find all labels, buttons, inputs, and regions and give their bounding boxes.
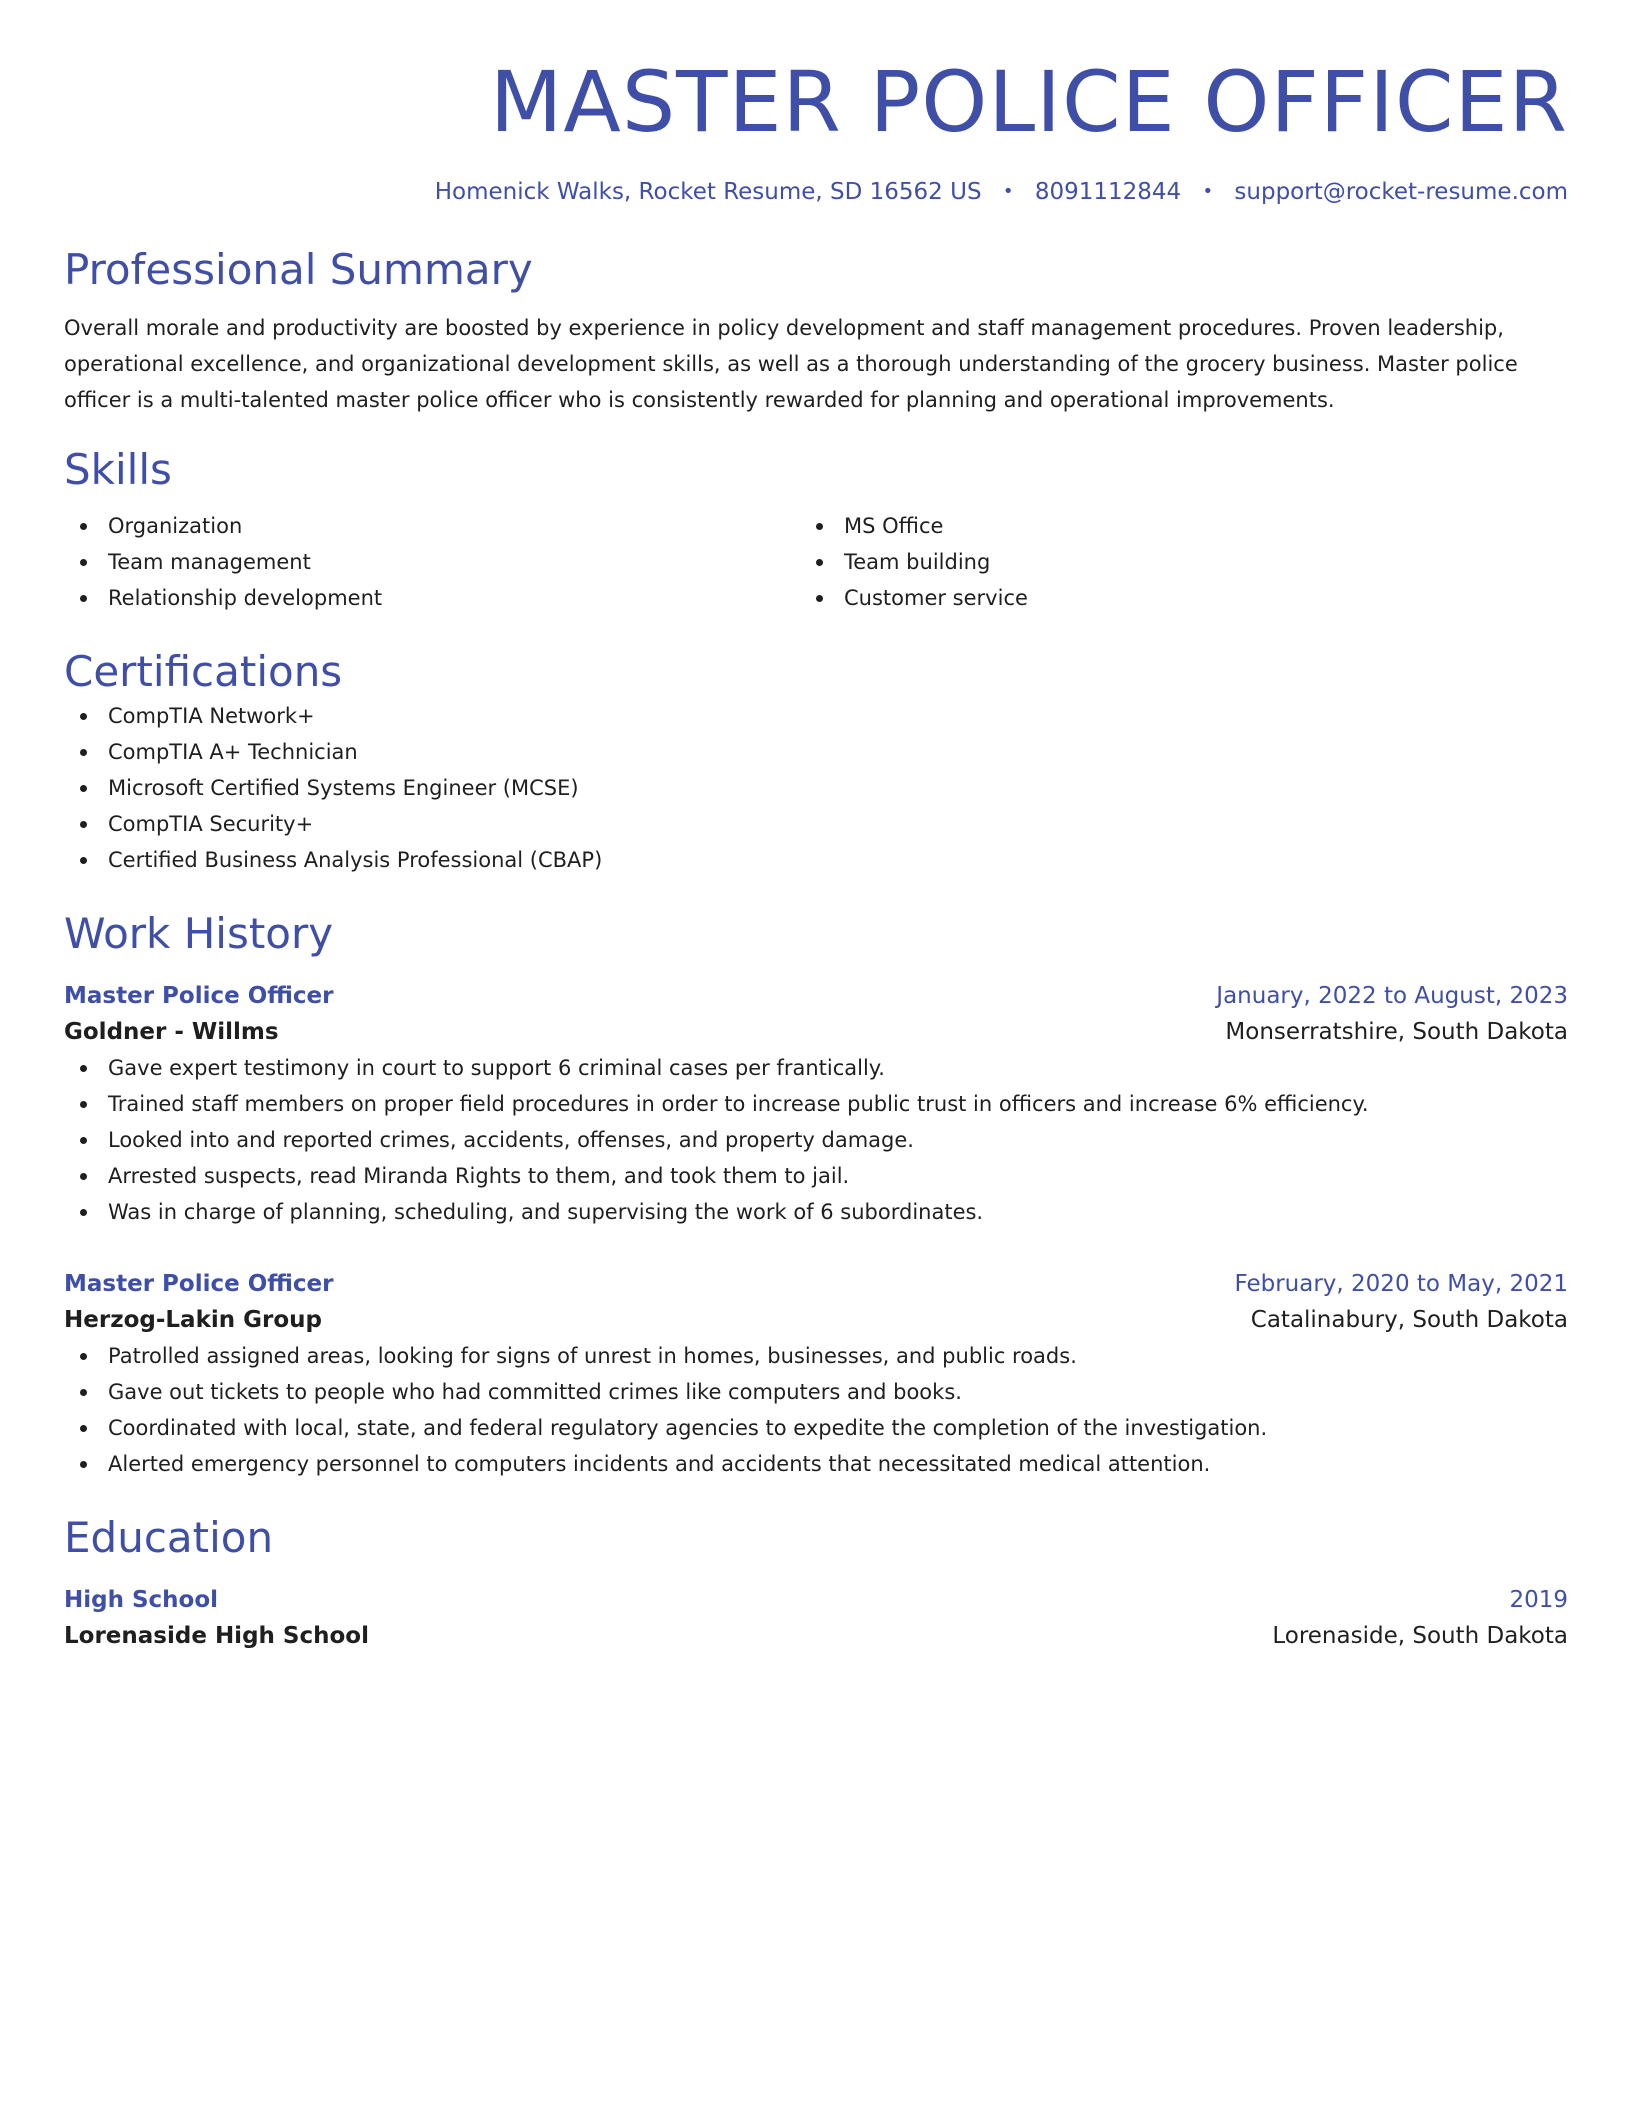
skill-item: Customer service bbox=[800, 580, 1536, 616]
job-location: Monserratshire, South Dakota bbox=[1225, 1019, 1568, 1045]
education-location: Lorenaside, South Dakota bbox=[1272, 1623, 1568, 1649]
job-dates: January, 2022 to August, 2023 bbox=[1216, 983, 1568, 1009]
job-location: Catalinabury, South Dakota bbox=[1250, 1307, 1568, 1333]
work-history-heading: Work History bbox=[64, 909, 334, 958]
work-history-section bbox=[64, 908, 1568, 1482]
contact-address: Homenick Walks, Rocket Resume, SD 16562 US bbox=[434, 179, 982, 205]
skills-section bbox=[64, 444, 1568, 616]
skills-column-right bbox=[800, 508, 1536, 616]
job-entry bbox=[64, 978, 1568, 1230]
summary-section bbox=[64, 244, 1568, 418]
education-school-row bbox=[64, 1618, 1568, 1654]
skills-heading: Skills bbox=[64, 445, 172, 494]
job-duties-list bbox=[64, 1050, 1568, 1230]
skill-item: Organization bbox=[64, 508, 800, 544]
certification-item: CompTIA Network+ bbox=[64, 698, 1568, 734]
certifications-list bbox=[64, 698, 1568, 878]
contact-separator: • bbox=[1202, 181, 1214, 202]
certifications-heading: Certifications bbox=[64, 647, 343, 696]
contact-separator: • bbox=[1002, 181, 1014, 202]
certifications-section bbox=[64, 646, 1568, 878]
job-duty-item: Looked into and reported crimes, accidents, offenses, and property damage. bbox=[64, 1122, 1568, 1158]
job-company-row bbox=[64, 1014, 1568, 1050]
candidate-name: MASTER POLICE OFFICER bbox=[489, 53, 1568, 151]
summary-text: Overall morale and productivity are boosted by experience in policy development and staff management procedures. Proven leadership, operational excellence, and organizational development skills, as well as a thorough understanding of the grocery business. Master police officer is a multi-talented master police officer who is consistently rewarded for planning and operational improvements. bbox=[64, 316, 1518, 412]
skill-item: MS Office bbox=[800, 508, 1536, 544]
contact-email: support@rocket-resume.com bbox=[1234, 179, 1568, 205]
skills-list-right bbox=[800, 508, 1536, 616]
job-duty-item: Trained staff members on proper field procedures in order to increase public trust in officers and increase 6% efficiency. bbox=[64, 1086, 1568, 1122]
job-duty-item: Alerted emergency personnel to computers incidents and accidents that necessitated medical attention. bbox=[64, 1446, 1568, 1482]
contact-line bbox=[64, 176, 1568, 208]
skill-item: Team building bbox=[800, 544, 1536, 580]
job-title-row bbox=[64, 978, 1568, 1014]
certification-item: CompTIA A+ Technician bbox=[64, 734, 1568, 770]
job-title: Master Police Officer bbox=[64, 983, 334, 1009]
job-duty-item: Was in charge of planning, scheduling, and supervising the work of 6 subordinates. bbox=[64, 1194, 1568, 1230]
job-title: Master Police Officer bbox=[64, 1271, 334, 1297]
education-heading: Education bbox=[64, 1513, 274, 1562]
job-company: Herzog-Lakin Group bbox=[64, 1307, 322, 1333]
job-title-row bbox=[64, 1266, 1568, 1302]
job-duty-item: Gave out tickets to people who had committed crimes like computers and books. bbox=[64, 1374, 1568, 1410]
job-dates: February, 2020 to May, 2021 bbox=[1234, 1271, 1568, 1297]
education-section bbox=[64, 1512, 1568, 1654]
education-degree-row bbox=[64, 1582, 1568, 1618]
certification-item: CompTIA Security+ bbox=[64, 806, 1568, 842]
education-entry bbox=[64, 1582, 1568, 1654]
education-school: Lorenaside High School bbox=[64, 1623, 369, 1649]
skills-list-left bbox=[64, 508, 800, 616]
certification-item: Microsoft Certified Systems Engineer (MCSE) bbox=[64, 770, 1568, 806]
job-company: Goldner - Willms bbox=[64, 1019, 279, 1045]
education-year: 2019 bbox=[1509, 1587, 1568, 1613]
job-duty-item: Patrolled assigned areas, looking for signs of unrest in homes, businesses, and public roads. bbox=[64, 1338, 1568, 1374]
skill-item: Relationship development bbox=[64, 580, 800, 616]
contact-phone: 8091112844 bbox=[1034, 179, 1182, 205]
job-duties-list bbox=[64, 1338, 1568, 1482]
job-duty-item: Gave expert testimony in court to support 6 criminal cases per frantically. bbox=[64, 1050, 1568, 1086]
skill-item: Team management bbox=[64, 544, 800, 580]
summary-heading: Professional Summary bbox=[64, 245, 533, 294]
education-degree: High School bbox=[64, 1587, 219, 1613]
resume-header bbox=[64, 0, 1568, 208]
skills-grid bbox=[64, 508, 1568, 616]
job-duty-item: Coordinated with local, state, and federal regulatory agencies to expedite the completion of the investigation. bbox=[64, 1410, 1568, 1446]
certification-item: Certified Business Analysis Professional (CBAP) bbox=[64, 842, 1568, 878]
job-entry bbox=[64, 1266, 1568, 1482]
job-duty-item: Arrested suspects, read Miranda Rights to them, and took them to jail. bbox=[64, 1158, 1568, 1194]
skills-column-left bbox=[64, 508, 800, 616]
job-company-row bbox=[64, 1302, 1568, 1338]
